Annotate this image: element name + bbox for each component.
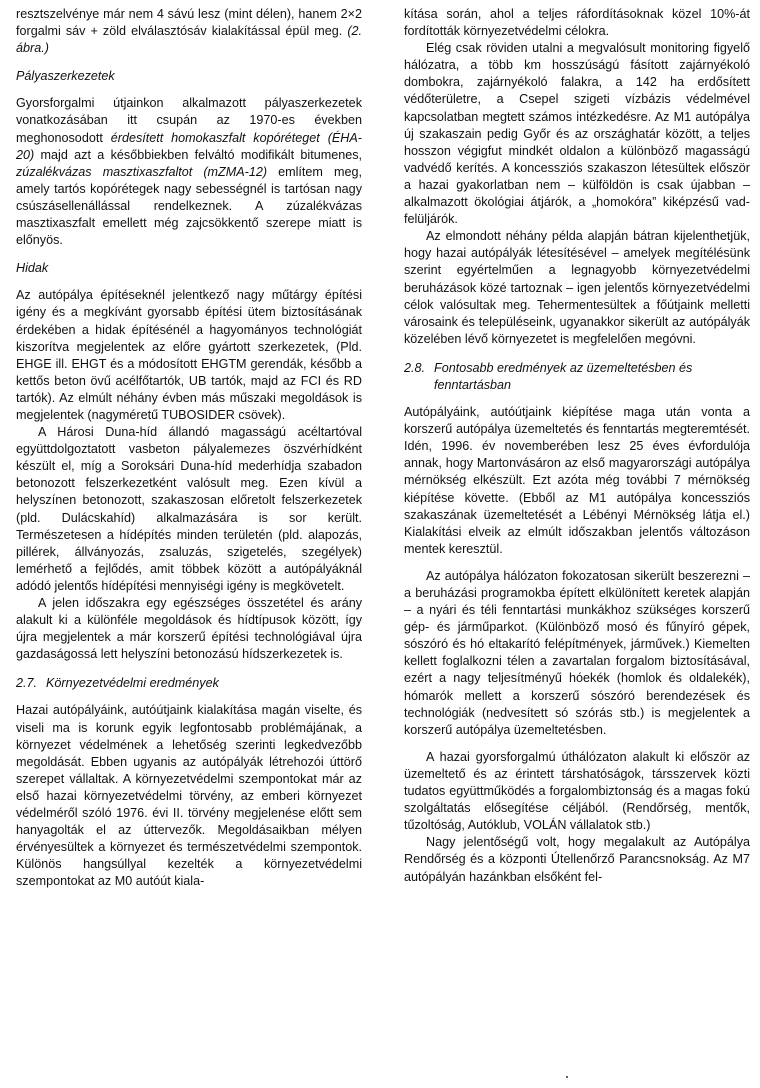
paragraph: Hazai autópályáink, autóútjaink kialakítása magán viselte, és viseli ma is korunk egyik legfontosabb problémájának, a környezet védelmének a lehetőség szerinti legkedvezőbb megoldását. Ebben ugyanis az autópályák létrehozói úttörő szerepet vállaltak. A környezetvédelmi szempontokat már az első hazai környezetvédelmi törvény, az emberi környezet védelméről szóló 1976. évi II. törvény megjelenése előtt sem hanyagolták el az úttervezők. Megoldásaikban mélyen érvényesültek a környezet és természetvédelmi szempontok. Különös hangsúllyal kezelték a környezetvédelmi szempontokat az M0 autóút kiala- xyxy=(16,703,362,889)
left-column xyxy=(16,6,362,891)
section-heading-2-8 xyxy=(404,360,750,394)
paragraph: Az autópálya építéseknél jelentkező nagy műtárgy építési igény és a megkívánt gyorsabb építési ütem biztosításának érdekében a hidak építésénél a hagyományos technológiát kiszorítva megjelentek az előre gyártott szerkezetek, (Pld. EHGE ill. EHGT és a módosított EHGTM gerendák, később a kettős beton övű acélfőtartók, UB tartók, majd az FCI és RD tartók). Az elmúlt néhány évben más műszaki megoldások is megjelentek (nagyméretű TUBOSIDER csövek). xyxy=(16,288,362,422)
section-number: 2.8. xyxy=(404,360,426,375)
paragraph: A jelen időszakra egy egészséges összetétel és arány alakult ki a különféle megoldások és hídtípusok között, így újra megjelentek a már korszerű építési technológiával újra gazdaságossá lett helyszíni betonozású hídszerkezetek is. xyxy=(16,596,362,662)
section-heading-2-7 xyxy=(16,675,362,692)
section-heading-hidak: Hidak xyxy=(16,261,49,276)
paragraph: Autópályáink, autóútjaink kiépítése maga után vonta a korszerű autópálya üzemeltetés és fenntartás megteremtését. Idén, 1996. év novemberében lesz 25 éves évfordulója annak, hogy Martonvásáron az első magyarországi autópálya mérnökség elkészült. Ezt azóta még további 7 mérnökség kiépítése követte. (Ebből az M1 autópálya koncessziós szakaszának üzemeltetését a Lébényi Mérnökség látja el.) Kialakítási elveik az elmúlt időszakban jelentős változáson mentek keresztül. xyxy=(404,405,750,556)
section-heading-palyaszerkezetek: Pályaszerkezetek xyxy=(16,69,115,84)
paragraph: resztszelvénye már nem 4 sávú lesz (mint délen), hanem 2×2 forgalmi sáv + zöld elválasztósáv kialakítással épül meg. (2. ábra.) xyxy=(16,7,363,56)
section-number: 2.7. xyxy=(16,676,38,691)
paragraph: kítása során, ahol a teljes ráfordításoknak közel 10%-át fordították környezetvédelmi célokra. xyxy=(404,7,750,39)
paragraph: Az elmondott néhány példa alapján bátran kijelenthetjük, hogy hazai autópályák létesítésével – amelyek megítélésünk szerint egyértelműen a legnagyobb környezetvédelmi beruházások közé tartoznak – igen jelentős környezetvédelmi célok valósultak meg. Tehermentesültek a főútjaink melletti városaink és településeink, ugyanakkor sikerült az autópályák közelében lévő környezetet is megfelelően megóvni. xyxy=(404,229,750,346)
paragraph: A Hárosi Duna-híd állandó magasságú acéltartóval együttdolgoztatott vasbeton pályalemezes öszvérhídként készült el, míg a Soroksári Duna-híd mederhídja szabadon betonozott felszerkezetként valósult meg. Ezen kívül a helyszínen betonozott, szakaszosan előretolt felszerkezetek (pld. Dulácskahíd) alkalmazására is sor került. Természetesen a hídépítés minden területén (pld. alapozás, pillérek, állványozás, zsaluzás, szigetelés, szegélyek) lemérhető a fejlődés, amit többek között a autópályáknál adódó jelentős hídépítési mennyiségi igény is megkövetelt. xyxy=(16,425,362,593)
paragraph: Gyorsforgalmi útjainkon alkalmazott pályaszerkezetek vonatkozásában itt csupán az 1970-es években meghonosodott érdesített homokaszfalt kopóréteget (ÉHA-20) majd azt a későbbiekben felváltó modifikált bitumenes, zúzalékvázas masztixaszfaltot (mZMA-12) említem meg, amely tartós kopórétegek nagy sebességnél is tartósan nagy csúszásellenállással rendelkeznek. A zúzalékvázas masztixaszfalt emellett még zajcsökkentő szerepe miatt is előnyös. xyxy=(16,96,362,248)
section-title: Környezetvédelmi eredmények xyxy=(46,676,219,691)
paragraph: Nagy jelentőségű volt, hogy megalakult az Autópálya Rendőrség és a központi Útellenőrző Parancsnokság. Az M7 autópályán hazánkban elsőként fel- xyxy=(404,835,750,884)
paragraph: A hazai gyorsforgalmú úthálózaton alakult ki először az üzemeltető és az érintett társhatóságok, társszervek közti tudatos együttműködés a forgalombiztonság és a magas fokú szolgáltatás elősegítése céljából. (Rendőrség, mentők, tűzoltóság, Autóklub, VOLÁN vállalatok stb.) xyxy=(404,749,750,833)
section-title: Fontosabb eredmények az üzemeltetésben és fenntartásban xyxy=(434,360,693,392)
scan-speck xyxy=(566,1076,568,1078)
right-column xyxy=(404,6,750,886)
paragraph: Elég csak röviden utalni a megvalósult monitoring figyelő hálózatra, a több km hosszúságú fásított zajárnyékoló dombokra, zajárnyékoló falakra, a 142 ha erdősített védőterületre, a Csepel szigeti vízbázis védelmével kapcsolatban megtett számos intézkedésre. Az M1 autópálya új szakaszain pedig Győr és az országhatár között, a teljes hosszon végigfut mindkét oldalon a különböző magasságú vadvédő kerítés. A koncessziós szakaszon létesültek először a hazai gyakorlatban nem – külföldön is csak újabban – alkalmazott ökológiai átjárók, a „homokóra” kiképzésű vad-felüljárók. xyxy=(404,41,750,227)
paragraph: Az autópálya hálózaton fokozatosan sikerült beszerezni – a beruházási programokba épített elkülönített keretek alapján – a nyári és téli fenntartási munkákhoz szükséges korszerű gép- és járműparkot. (Különböző mosó és fűnyíró gépek, sószóró és hó eltakarító felépítmények, járművek.) Kiemelten kellett foglalkozni télen a zavartalan forgalom biztosításával, ezért a nagy teljesítményű hóekék (homlok és oldalekék), hómarók mellett a korszerű sószóró berendezések és technológiák (nedvesített só szórás stb.) is megjelentek a korszerű autópálya üzemeltetésben. xyxy=(404,568,750,737)
